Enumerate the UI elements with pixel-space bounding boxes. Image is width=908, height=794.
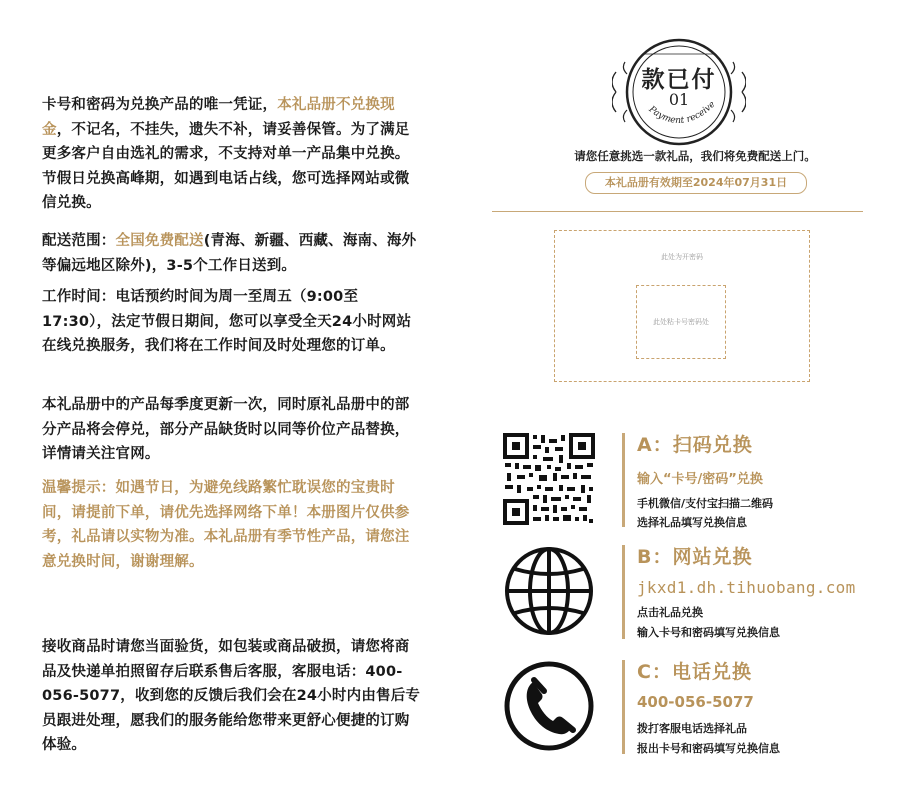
stamp-main-text: 款已付 [641,66,717,93]
method-a-sub: 输入“卡号/密码”兑换 [637,472,763,487]
method-a-title: A：扫码兑换 [637,434,753,456]
paragraph-warm-tip: 温馨提示：如遇节日，为避免线路繁忙耽误您的宝贵时间，请提前下单，请优先选择网络下单！本册图片仅供参考，礼品请以实物为准。本礼品册有季节性产品，请您注意兑换时间，谢谢理解。 [42,480,410,570]
text-card-terms-b: ，不记名，不挂失，遗失不补，请妥善保管。为了满足更多客户自由选礼的需求，不支持对单一产品集中兑换。节假日兑换高峰期，如遇到电话占线，您可选择网站或微信兑换。 [42,121,410,211]
method-b-url[interactable]: jkxd1.dh.tihuobang.com [637,578,856,597]
divider [492,211,863,212]
method-c-line2: 报出卡号和密码填写兑换信息 [637,742,780,755]
method-c-bar [622,660,625,754]
qr-code-icon [503,433,595,529]
scratch-area-label: 此处为开密码 [661,253,703,261]
invite-text: 请您任意挑选一款礼品，我们将免费配送上门。 [574,149,816,163]
text-free-delivery: 全国免费配送 [115,233,204,249]
scratch-area [554,230,810,382]
paragraph-delivery [42,229,424,278]
method-c-phone[interactable]: 400-056-5077 [637,693,754,711]
method-c-title: C：电话兑换 [637,661,752,683]
paragraph-working-hours: 工作时间：电话预约时间为周一至周五（9:00至17:30），法定节假日期间，您可以享受全天24小时网站在线兑换服务，我们将在工作时间及时处理您的订单。 [42,289,412,354]
method-b-line2: 输入卡号和密码填写兑换信息 [637,626,780,639]
method-b-title: B：网站兑换 [637,546,753,568]
text-delivery-label: 配送范围： [42,233,116,249]
text-card-terms-a: 卡号和密码为兑换产品的唯一凭证， [42,97,278,113]
method-a-line2: 选择礼品填写兑换信息 [637,516,747,529]
text-delivery-detail: (青海、新疆、西藏、海南、海外等偏远地区除外)，3-5个工作日送到。 [42,233,417,274]
paragraph-card-terms [42,93,424,216]
method-b-bar [622,545,625,639]
method-a-bar [622,433,625,527]
payment-stamp [612,36,746,148]
stamp-number: 01 [668,90,690,109]
method-b-line1: 点击礼品兑换 [637,606,703,619]
paragraph-after-sales: 接收商品时请您当面验货，如包装或商品破损，请您将商品及快递单拍照留存后联系售后客服，客服电话：400-056-5077，收到您的反馈后我们会在24小时内由售后专员跟进处理，愿我们的服务能给您带来更舒心便捷的订购体验。 [42,639,421,753]
method-c-line1: 拨打客服电话选择礼品 [637,722,747,735]
stamp-arc-text: Payment receive [646,99,718,127]
phone-icon [503,660,595,756]
card-sticker-area [636,285,726,359]
paragraph-product-update: 本礼品册中的产品每季度更新一次，同时原礼品册中的部分产品将会停兑，部分产品缺货时以同等价位产品替换，详情请关注官网。 [42,397,410,462]
method-a-line1: 手机微信/支付宝扫描二维码 [637,497,774,510]
globe-icon [503,545,595,641]
validity-badge: 本礼品册有效期至2024年07月31日 [585,172,807,194]
text-no-cash: 本礼品册不兑换现金 [42,97,395,138]
card-sticker-label: 此处粘卡号密码处 [653,318,709,326]
